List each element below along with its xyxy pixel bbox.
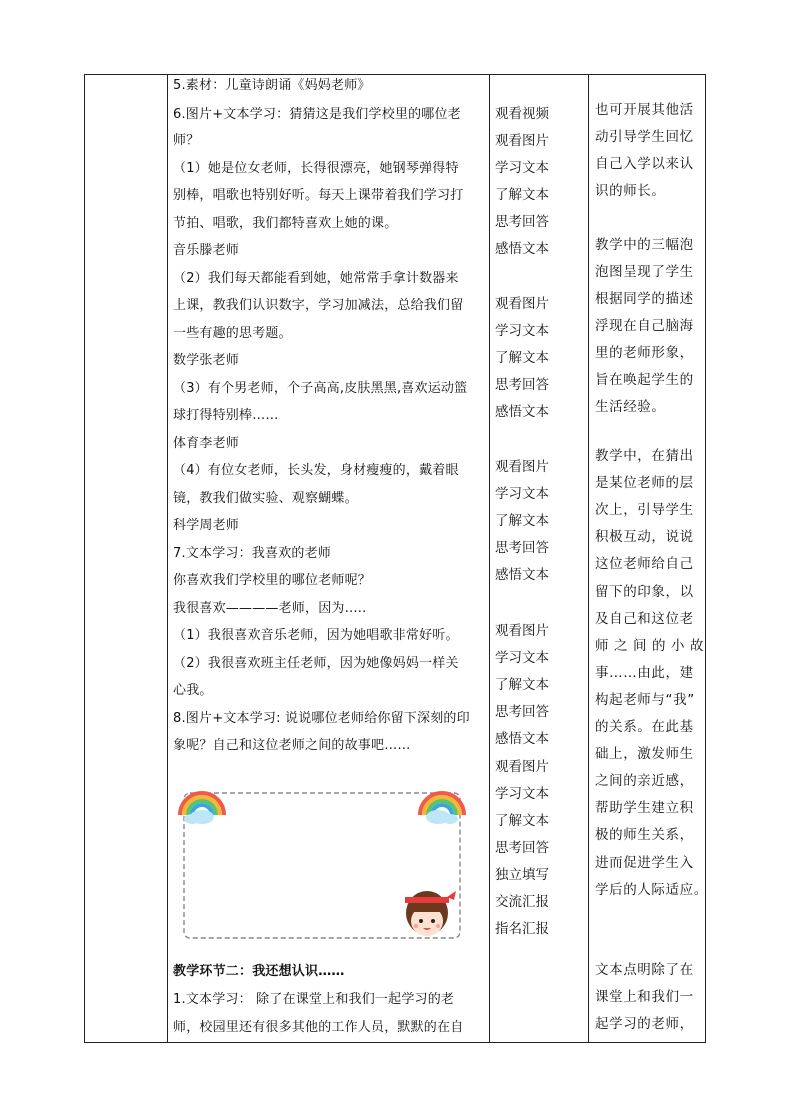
activity-item: 思考回答 <box>495 840 549 856</box>
intent-note-line: 师 之 间 的 小 故 <box>595 637 705 654</box>
intent-note-line: 础上，激发师生 <box>595 746 694 763</box>
content-line: （1）我很喜欢音乐老师，因为她唱歌非常好听。 <box>173 628 459 643</box>
content-line: 5.素材：儿童诗朗诵《妈妈老师》 <box>173 78 371 93</box>
content-line: （3）有个男老师，个子高高,皮肤黑黑,喜欢运动篮 <box>173 380 468 396</box>
intent-note-line: 的关系。在此基 <box>595 719 694 735</box>
content-line: 球打得特别棒…… <box>173 408 279 423</box>
intent-note-line: 里的老师形象， <box>595 345 694 361</box>
activity-item: 学习文本 <box>495 323 549 339</box>
intent-note-line: 极的师生关系， <box>595 827 694 844</box>
activity-item: 思考回答 <box>495 704 549 720</box>
intent-note-line: 浮现在自己脑海 <box>595 318 694 334</box>
content-line: 镜，教我们做实验、观察蝴蝶。 <box>173 490 358 506</box>
content-line: 1.文本学习： 除了在课堂上和我们一起学习的老 <box>173 992 455 1007</box>
intent-note-line: 起学习的老师， <box>595 1016 694 1032</box>
activity-item: 了解文本 <box>495 350 549 366</box>
activity-item: 了解文本 <box>495 813 549 829</box>
content-line: 我很喜欢————老师，因为….. <box>173 600 367 616</box>
intent-note-line: 文本点明除了在 <box>595 962 694 978</box>
activity-item: 独立填写 <box>495 867 549 883</box>
activity-item: 感悟文本 <box>495 731 549 747</box>
intent-note-line: 构起老师与“我” <box>595 691 695 708</box>
content-line: 体育李老师 <box>173 435 240 451</box>
activity-item: 观看图片 <box>495 459 549 475</box>
content-line: 师？ <box>173 133 200 148</box>
activity-item: 感悟文本 <box>495 567 549 583</box>
intent-note-line: 进而促进学生入 <box>595 854 694 871</box>
content-line: （1）她是位女老师，长得很漂亮，她钢琴弹得特 <box>173 160 459 176</box>
rainbow-left-icon <box>180 793 224 824</box>
activity-item: 思考回答 <box>495 377 549 393</box>
content-line: 师，校园里还有很多其他的工作人员，默默的在自 <box>173 1019 464 1035</box>
intent-note-line: 次上，引导学生 <box>595 502 694 519</box>
activity-item: 观看图片 <box>495 296 549 312</box>
content-line: 7.文本学习：我喜欢的老师 <box>173 545 332 561</box>
intent-note-line: 事……由此，建 <box>595 664 694 681</box>
content-line: 科学周老师 <box>173 518 240 533</box>
intent-note-line: 积极互动，说说 <box>595 529 694 546</box>
intent-note-line: 识的师长。 <box>595 183 666 199</box>
activity-item: 学习文本 <box>495 160 549 176</box>
intent-note-line: 动引导学生回忆 <box>595 129 694 145</box>
rainbow-right-icon <box>420 793 464 824</box>
intent-note-line: 也可开展其他活 <box>595 102 694 118</box>
intent-note-line: 旨在唤起学生的 <box>595 372 694 388</box>
girl-icon <box>405 891 456 936</box>
content-line: 象呢？自己和这位老师之间的故事吧…… <box>173 738 411 753</box>
activity-item: 学习文本 <box>495 650 549 666</box>
content-line: 心我。 <box>173 683 213 698</box>
activity-item: 观看图片 <box>495 133 549 149</box>
activity-item: 感悟文本 <box>495 241 549 257</box>
activity-item: 学习文本 <box>495 786 549 802</box>
intent-note-line: 泡图呈现了学生 <box>595 264 694 280</box>
intent-note-line: 教学中的三幅泡 <box>595 237 694 253</box>
activity-item: 感悟文本 <box>495 404 549 420</box>
activity-item: 学习文本 <box>495 486 549 502</box>
activity-item: 观看视频 <box>495 106 549 122</box>
content-line: 数学张老师 <box>173 353 240 368</box>
activity-item: 了解文本 <box>495 513 549 529</box>
content-line: 8.图片+文本学习: 说说哪位老师给你留下深刻的印 <box>173 710 470 726</box>
content-line: 一些有趣的思考题。 <box>173 325 292 341</box>
column-divider <box>167 75 168 1042</box>
intent-note-line: 留下的印象，以 <box>595 583 694 600</box>
lesson-table <box>84 74 706 1043</box>
activity-item: 观看图片 <box>495 623 549 639</box>
content-line: （2）我很喜欢班主任老师，因为她像妈妈一样关 <box>173 655 459 671</box>
activity-item: 了解文本 <box>495 677 549 693</box>
intent-note-line: 学后的人际适应。 <box>595 881 708 898</box>
intent-note-line: 帮助学生建立积 <box>595 800 694 817</box>
content-line: 你喜欢我们学校里的哪位老师呢？ <box>173 573 372 588</box>
content-line: 上课，教我们认识数字，学习加减法，总给我们留 <box>173 298 464 313</box>
intent-note-line: 是某位老师的层 <box>595 475 694 492</box>
intent-note-line: 生活经验。 <box>595 399 666 415</box>
content-line: 音乐滕老师 <box>173 243 240 258</box>
activity-item: 思考回答 <box>495 540 549 556</box>
activity-item: 了解文本 <box>495 187 549 203</box>
content-line: 6.图片+文本学习：猜猜这是我们学校里的哪位老 <box>173 106 461 122</box>
intent-note-line: 教学中，在猜出 <box>595 448 694 464</box>
content-line: 节拍、唱歌，我们都特喜欢上她的课。 <box>173 215 398 231</box>
intent-note-line: 课堂上和我们一 <box>595 989 694 1005</box>
activity-item: 指名汇报 <box>495 921 549 937</box>
intent-note-line: 根据同学的描述 <box>595 291 694 307</box>
intent-note-line: 自己入学以来认 <box>595 156 694 172</box>
content-line: 别棒，唱歌也特别好听。每天上课带着我们学习打 <box>173 188 464 203</box>
content-line: （2）我们每天都能看到她，她常常手拿计数器来 <box>173 270 459 286</box>
writing-frame-illustration <box>176 775 468 945</box>
intent-note-line: 这位老师给自己 <box>595 556 694 573</box>
column-divider <box>489 75 490 1042</box>
content-line: （4）有位女老师，长头发，身材瘦瘦的，戴着眼 <box>173 463 459 478</box>
intent-note-line: 及自己和这位老 <box>595 610 694 627</box>
section-title: 教学环节二：我还想认识…… <box>173 964 345 979</box>
activity-item: 交流汇报 <box>495 894 549 910</box>
activity-item: 思考回答 <box>495 214 549 230</box>
column-divider <box>588 75 589 1042</box>
activity-item: 观看图片 <box>495 759 549 775</box>
intent-note-line: 之间的亲近感， <box>595 773 694 790</box>
